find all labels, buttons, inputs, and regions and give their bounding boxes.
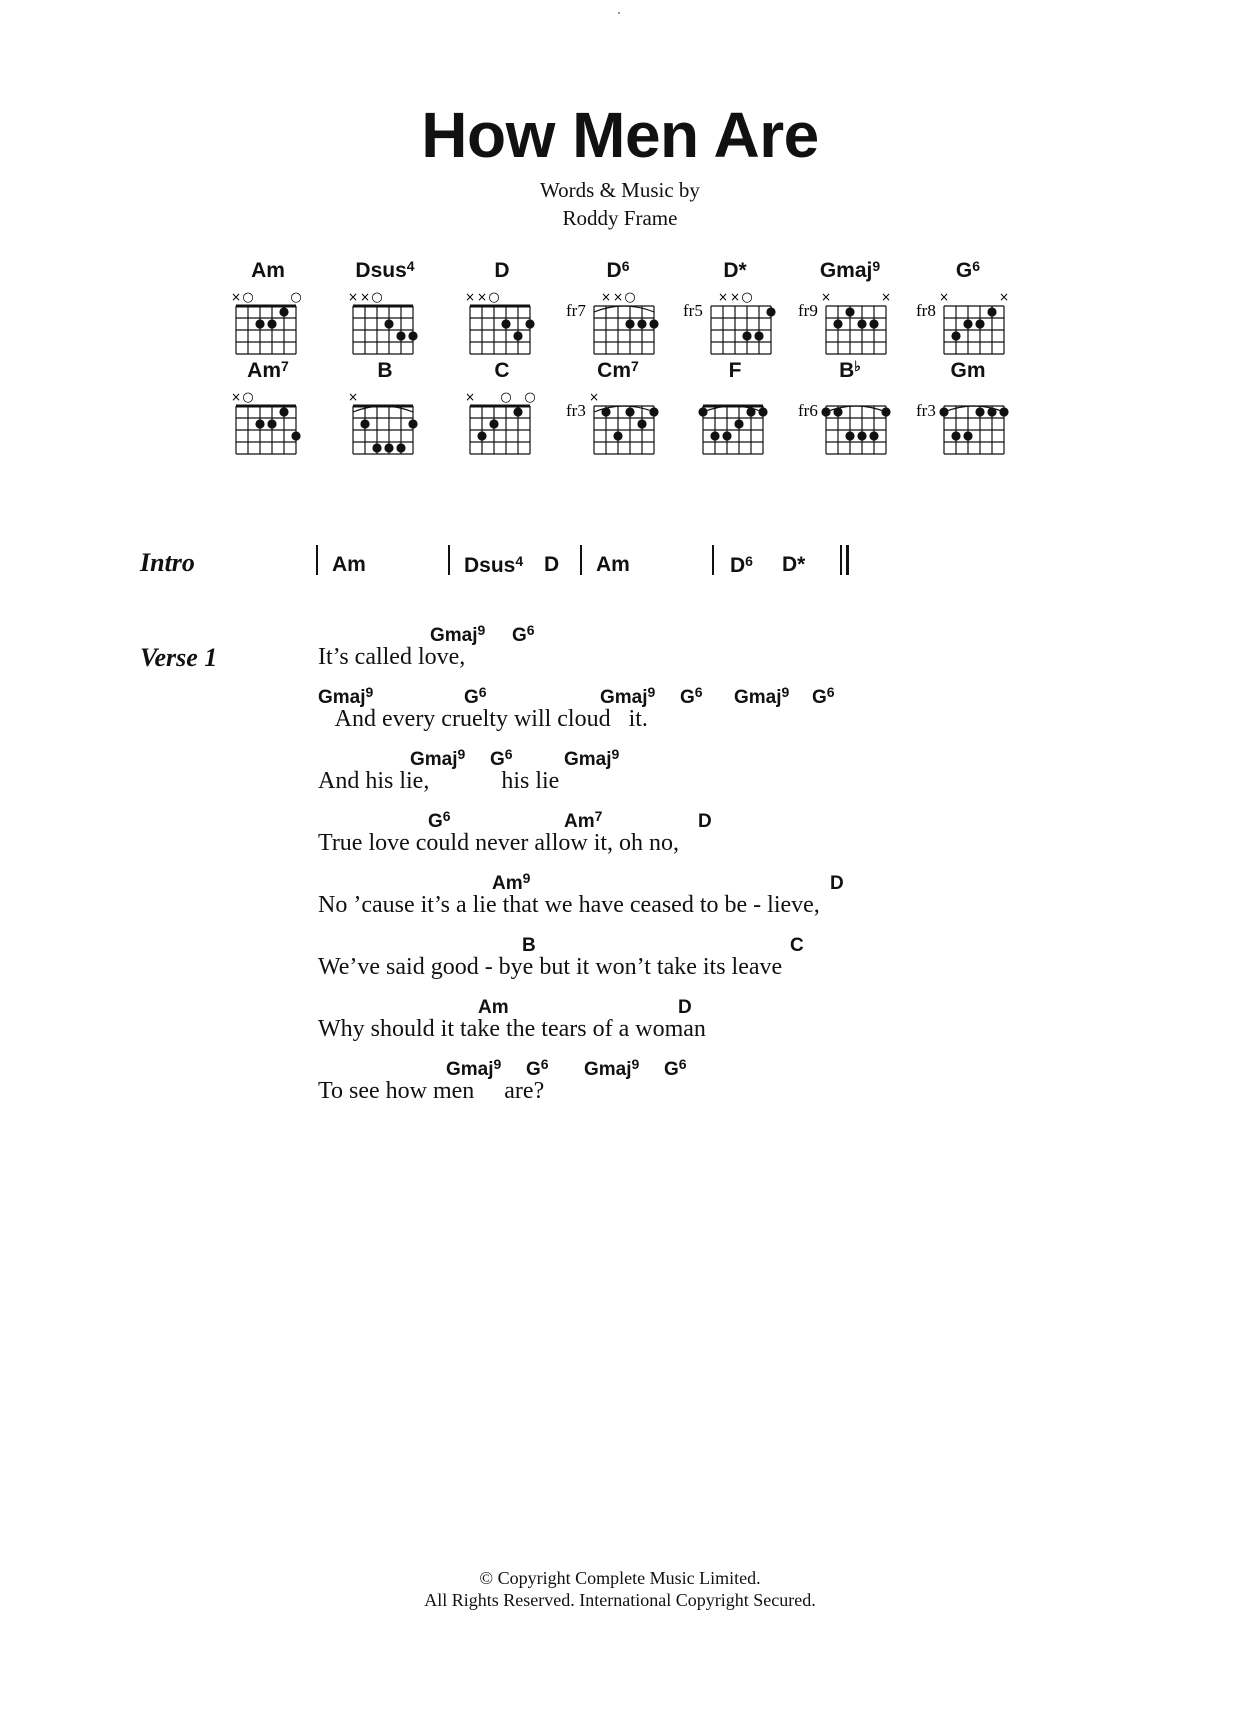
chord-extension: 7 — [631, 358, 639, 374]
finger-dot — [601, 407, 610, 416]
finger-dot — [613, 431, 622, 440]
muted-string-icon: × — [612, 290, 624, 304]
fret-position-label: fr9 — [798, 301, 818, 320]
final-barline-thick — [846, 545, 849, 575]
finger-dot — [267, 419, 276, 428]
finger-dot — [625, 407, 634, 416]
finger-dot — [999, 407, 1008, 416]
finger-dot — [279, 307, 288, 316]
finger-dot — [734, 419, 743, 428]
finger-dot — [501, 319, 510, 328]
chord-symbol: Gmaj$^9$ — [318, 684, 374, 708]
barline — [448, 545, 450, 575]
chord-symbol: Gmaj$^9$ — [564, 746, 620, 770]
finger-dot — [833, 407, 842, 416]
chord-base: D* — [723, 259, 747, 282]
chord-symbol: $G^6$ — [490, 746, 513, 770]
muted-string-icon: × — [717, 290, 729, 304]
finger-dot — [869, 431, 878, 440]
finger-dot — [758, 407, 767, 416]
fretboard-icon — [918, 384, 1018, 459]
lyric-text: True love could never allow it, oh no, — [318, 830, 680, 856]
finger-dot — [408, 331, 417, 340]
muted-string-icon: × — [998, 290, 1010, 304]
finger-dot — [975, 407, 984, 416]
fretboard-icon — [800, 384, 900, 459]
chord-symbol: $G^6$ — [812, 684, 835, 708]
chord-symbol: $G^6$ — [526, 1056, 549, 1080]
finger-dot — [279, 407, 288, 416]
fretboard-icon — [568, 384, 668, 459]
fretboard-icon — [685, 384, 785, 459]
open-string-icon: ○ — [741, 290, 753, 305]
muted-string-icon: × — [820, 290, 832, 304]
chord-diagram — [685, 258, 785, 358]
chord-symbol: $G^6$ — [680, 684, 703, 708]
lyric-text: And his lie, his lie — [318, 768, 560, 794]
finger-dot — [881, 407, 890, 416]
chord-extension: 6 — [621, 258, 630, 274]
finger-dot — [951, 331, 960, 340]
chord-base: Gmaj — [819, 259, 873, 282]
open-string-icon: ○ — [624, 290, 636, 305]
finger-dot — [525, 319, 534, 328]
finger-dot — [987, 307, 996, 316]
finger-dot — [360, 419, 369, 428]
intro-chord: D — [544, 553, 560, 576]
finger-dot — [821, 407, 830, 416]
chord-diagram — [335, 258, 435, 358]
chord-name — [800, 358, 900, 383]
final-barline — [840, 545, 842, 575]
copyright-line: © Copyright Complete Music Limited. — [479, 1568, 761, 1588]
open-string-icon: ○ — [242, 390, 254, 405]
fretboard-icon — [800, 284, 900, 359]
chord-diagram — [568, 258, 668, 358]
chord-diagram — [218, 258, 318, 358]
chord-diagram — [218, 358, 318, 458]
chord-name — [218, 358, 318, 383]
fretboard-icon — [335, 384, 435, 459]
chord-name — [218, 258, 318, 283]
fret-position-label: fr5 — [683, 301, 703, 320]
finger-dot — [833, 319, 842, 328]
finger-dot — [857, 319, 866, 328]
fretboard-icon — [685, 284, 785, 359]
chord-diagram — [685, 358, 785, 458]
chord-symbol: D — [830, 873, 844, 894]
lyric-text: To see how men are? — [318, 1078, 545, 1104]
fretboard-icon — [918, 284, 1018, 359]
fretboard-icon — [335, 284, 435, 359]
finger-dot — [742, 331, 751, 340]
fret-position-label: fr3 — [916, 401, 936, 420]
finger-dot — [987, 407, 996, 416]
chord-symbol: D — [678, 997, 692, 1018]
finger-dot — [722, 431, 731, 440]
muted-string-icon: × — [600, 290, 612, 304]
chord-symbol: Am — [478, 997, 509, 1018]
finger-dot — [489, 419, 498, 428]
chord-diagram — [918, 258, 1018, 358]
open-string-icon: ○ — [371, 290, 383, 305]
copyright-line: All Rights Reserved. International Copyright Secured. — [424, 1590, 816, 1610]
barre-arc — [594, 306, 654, 312]
chord-name — [335, 258, 435, 283]
finger-dot — [291, 431, 300, 440]
chord-base: B — [377, 359, 393, 382]
chord-diagram — [452, 358, 552, 458]
muted-string-icon: × — [359, 290, 371, 304]
lyric-text: And every cruelty will cloud it. — [318, 706, 648, 732]
chord-extension: ♭ — [854, 358, 861, 374]
finger-dot — [255, 319, 264, 328]
finger-dot — [396, 331, 405, 340]
chord-extension: 4 — [406, 258, 415, 274]
chord-name — [335, 358, 435, 383]
chord-diagram — [800, 258, 900, 358]
chord-diagram — [800, 358, 900, 458]
finger-dot — [625, 319, 634, 328]
open-string-icon: ○ — [488, 290, 500, 305]
intro-chord: Dsus$^4$ — [464, 553, 524, 577]
open-string-icon: ○ — [242, 290, 254, 305]
chord-symbol: $G^6$ — [664, 1056, 687, 1080]
finger-dot — [372, 443, 381, 452]
chord-base: Am — [247, 359, 282, 382]
fretboard-icon — [452, 384, 552, 459]
chord-symbol: $G^6$ — [428, 808, 451, 832]
chord-symbol: Gmaj$^9$ — [430, 622, 486, 646]
chord-diagram — [335, 358, 435, 458]
open-string-icon: ○ — [524, 390, 536, 405]
finger-dot — [766, 307, 775, 316]
chord-name — [800, 258, 900, 283]
chord-symbol: B — [522, 935, 536, 956]
finger-dot — [513, 407, 522, 416]
lyric-text: We’ve said good - bye but it won’t take its leave — [318, 954, 783, 980]
chord-symbol: Am$^7$ — [564, 808, 603, 832]
chord-name — [568, 258, 668, 283]
fret-position-label: fr6 — [798, 401, 818, 420]
finger-dot — [698, 407, 707, 416]
lyric-text: It’s called love, — [318, 644, 466, 670]
chord-base: Am — [251, 259, 285, 282]
barline — [580, 545, 582, 575]
chord-symbol: Gmaj$^9$ — [410, 746, 466, 770]
chord-base: Cm — [597, 359, 632, 382]
fret-position-label: fr8 — [916, 301, 936, 320]
finger-dot — [477, 431, 486, 440]
muted-string-icon: × — [230, 290, 242, 304]
chord-symbol: Gmaj$^9$ — [446, 1056, 502, 1080]
muted-string-icon: × — [729, 290, 741, 304]
chord-symbol: $G^6$ — [464, 684, 487, 708]
chord-symbol: $G^6$ — [512, 622, 535, 646]
chord-diagram — [568, 358, 668, 458]
lyric-text: No ’cause it’s a lie that we have ceased to be - lieve, — [318, 892, 820, 918]
fretboard-icon — [568, 284, 668, 359]
finger-dot — [710, 431, 719, 440]
chord-base: D — [606, 259, 622, 282]
chord-name — [685, 358, 785, 383]
chord-symbol: Gmaj$^9$ — [600, 684, 656, 708]
chord-symbol: Gmaj$^9$ — [584, 1056, 640, 1080]
muted-string-icon: × — [347, 290, 359, 304]
fretboard-icon — [218, 384, 318, 459]
finger-dot — [649, 407, 658, 416]
chord-extension: 6 — [972, 258, 981, 274]
fret-position-label: fr3 — [566, 401, 586, 420]
credit-line: Words & Music by — [540, 178, 700, 202]
chord-base: D — [494, 259, 510, 282]
intro-chord: Am — [596, 553, 630, 576]
finger-dot — [845, 307, 854, 316]
finger-dot — [255, 419, 264, 428]
finger-dot — [951, 431, 960, 440]
open-string-icon: ○ — [290, 290, 302, 305]
finger-dot — [845, 431, 854, 440]
chord-base: G — [955, 259, 973, 282]
finger-dot — [649, 319, 658, 328]
intro-label: Intro — [140, 548, 195, 577]
finger-dot — [869, 319, 878, 328]
chord-name — [918, 358, 1018, 383]
chord-name — [918, 258, 1018, 283]
muted-string-icon: × — [476, 290, 488, 304]
barline — [712, 545, 714, 575]
finger-dot — [267, 319, 276, 328]
finger-dot — [513, 331, 522, 340]
finger-dot — [408, 419, 417, 428]
chord-base: F — [728, 359, 742, 382]
muted-string-icon: × — [588, 390, 600, 404]
chord-diagram — [918, 358, 1018, 458]
finger-dot — [746, 407, 755, 416]
chord-extension: 7 — [281, 358, 289, 374]
composer: Roddy Frame — [562, 206, 678, 230]
finger-dot — [637, 419, 646, 428]
finger-dot — [939, 407, 948, 416]
muted-string-icon: × — [230, 390, 242, 404]
finger-dot — [637, 319, 646, 328]
finger-dot — [963, 431, 972, 440]
song-title: How Men Are — [421, 99, 819, 171]
chord-symbol: D — [698, 811, 712, 832]
finger-dot — [384, 443, 393, 452]
muted-string-icon: × — [464, 290, 476, 304]
finger-dot — [857, 431, 866, 440]
finger-dot — [963, 319, 972, 328]
fret-position-label: fr7 — [566, 301, 586, 320]
muted-string-icon: × — [464, 390, 476, 404]
intro-chord: Am — [332, 553, 366, 576]
finger-dot — [396, 443, 405, 452]
chord-symbol: Am$^9$ — [492, 870, 531, 894]
muted-string-icon: × — [880, 290, 892, 304]
chord-base: B — [839, 359, 855, 382]
page-mark — [618, 12, 620, 14]
chord-name — [568, 358, 668, 383]
open-string-icon: ○ — [500, 390, 512, 405]
lyric-text: Why should it take the tears of a woman — [318, 1016, 706, 1042]
chord-diagram — [452, 258, 552, 358]
muted-string-icon: × — [938, 290, 950, 304]
intro-chord: $D^6$ — [730, 553, 753, 577]
chord-base: Dsus — [355, 259, 407, 282]
fretboard-icon — [452, 284, 552, 359]
finger-dot — [384, 319, 393, 328]
chord-symbol: C — [790, 935, 804, 956]
chord-name — [685, 258, 785, 283]
intro-chord: D* — [782, 553, 806, 576]
chord-extension: 9 — [872, 258, 881, 274]
finger-dot — [975, 319, 984, 328]
chord-base: Gm — [950, 359, 986, 382]
chord-symbol: Gmaj$^9$ — [734, 684, 790, 708]
barline — [316, 545, 318, 575]
muted-string-icon: × — [347, 390, 359, 404]
verse-label: Verse 1 — [140, 643, 218, 672]
finger-dot — [754, 331, 763, 340]
fretboard-icon — [218, 284, 318, 359]
chord-base: C — [494, 359, 510, 382]
chord-name — [452, 258, 552, 283]
chord-name — [452, 358, 552, 383]
